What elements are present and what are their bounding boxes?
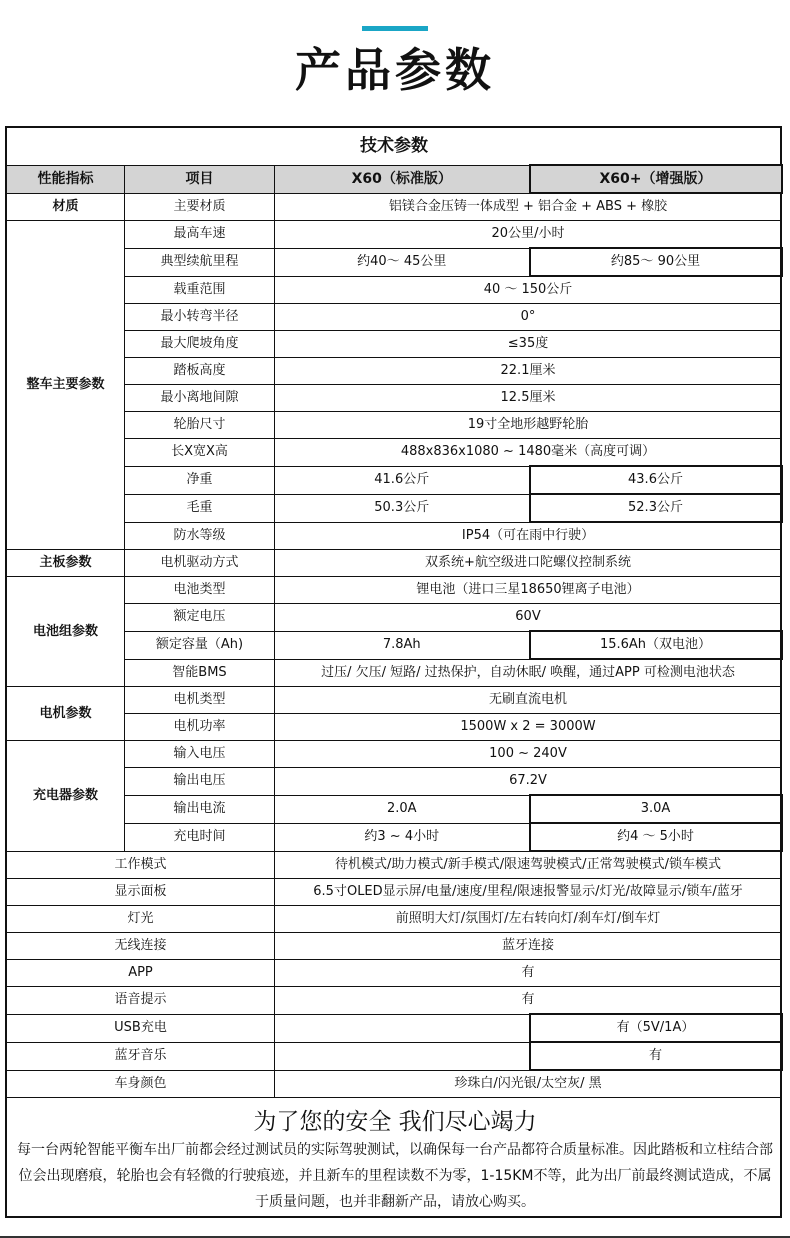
x60-value: 41.6公斤 [275, 466, 530, 494]
general-value: 6.5寸OLED显示屏/电量/速度/里程/限速报警显示/灯光/故障显示/锁车/蓝牙 [275, 879, 782, 906]
category-battery: 电池组参数 [7, 577, 125, 687]
spec-table [6, 128, 783, 1098]
table-row [7, 906, 782, 933]
item-label: 最小离地间隙 [125, 385, 275, 412]
col-header-item: 项目 [125, 165, 275, 193]
item-label: 最小转弯半径 [125, 304, 275, 331]
item-label: 额定电压 [125, 604, 275, 632]
x60-value: 50.3公斤 [275, 494, 530, 522]
x60plus-value: 15.6Ah（双电池） [530, 631, 782, 659]
x60plus-value: 43.6公斤 [530, 466, 782, 494]
x60plus-value: 有（5V/1A） [530, 1014, 782, 1042]
item-label: 轮胎尺寸 [125, 412, 275, 439]
item-value: 40 ～ 150公斤 [275, 276, 782, 304]
item-value: 无刷直流电机 [275, 687, 782, 714]
item-label: 电机功率 [125, 714, 275, 741]
item-label: 典型续航里程 [125, 248, 275, 276]
item-label: 电池类型 [125, 577, 275, 604]
general-label: 显示面板 [7, 879, 275, 906]
table-row [7, 741, 782, 768]
general-label: 车身颜色 [7, 1070, 275, 1098]
x60plus-value: 3.0A [530, 795, 782, 823]
item-value: 铝镁合金压铸一体成型 + 铝合金 + ABS + 橡胶 [275, 193, 782, 221]
item-value: 60V [275, 604, 782, 632]
table-row [7, 577, 782, 604]
page-title: 产品参数 [295, 43, 495, 97]
item-label: 电机驱动方式 [125, 550, 275, 577]
item-label: 电机类型 [125, 687, 275, 714]
x60-value: 约3 ~ 4小时 [275, 823, 530, 851]
general-value: 前照明大灯/氛围灯/左右转向灯/刹车灯/倒车灯 [275, 906, 782, 933]
table-row [7, 221, 782, 249]
category-vehicle: 整车主要参数 [7, 221, 125, 550]
item-value: 100 ~ 240V [275, 741, 782, 768]
x60plus-value: 52.3公斤 [530, 494, 782, 522]
x60-value: 约40～ 45公里 [275, 248, 530, 276]
item-value: 0° [275, 304, 782, 331]
table-row [7, 960, 782, 987]
title-accent-bar [362, 26, 428, 31]
table-row [7, 851, 782, 879]
table-row [7, 1042, 782, 1070]
general-label: 工作模式 [7, 851, 275, 879]
item-label: 长X宽X高 [125, 439, 275, 467]
item-value: 12.5厘米 [275, 385, 782, 412]
table-row [7, 1070, 782, 1098]
general-label: 灯光 [7, 906, 275, 933]
x60plus-value: 约85～ 90公里 [530, 248, 782, 276]
safety-title: 为了您的安全 我们尽心竭力 [253, 1109, 537, 1135]
item-label: 最大爬坡角度 [125, 331, 275, 358]
x60-value: 7.8Ah [275, 631, 530, 659]
table-row [7, 1014, 782, 1042]
item-label: 防水等级 [125, 522, 275, 550]
general-value: 蓝牙连接 [275, 933, 782, 960]
item-label: 输入电压 [125, 741, 275, 768]
x60plus-value: 有 [530, 1042, 782, 1070]
category-material: 材质 [7, 193, 125, 221]
general-value: 待机模式/助力模式/新手模式/限速驾驶模式/正常驾驶模式/锁车模式 [275, 851, 782, 879]
table-row [7, 687, 782, 714]
general-value: 有 [275, 960, 782, 987]
item-value: 20公里/小时 [275, 221, 782, 249]
item-value: IP54（可在雨中行驶） [275, 522, 782, 550]
col-header-indicator: 性能指标 [7, 165, 125, 193]
general-value: 珍珠白/闪光银/太空灰/ 黑 [275, 1070, 782, 1098]
item-label: 输出电流 [125, 795, 275, 823]
general-label: 语音提示 [7, 987, 275, 1015]
safety-body: 每一台两轮智能平衡车出厂前都会经过测试员的实际驾驶测试，以确保每一台产品都符合质量标准。因此踏板和立柱结合部位会出现磨痕，轮胎也会有轻微的行驶痕迹，并且新车的里程读数不为零，1-15KM不等，此为出厂前最终测试造成，不属于质量问题，也并非翻新产品，请放心购买。 [17, 1142, 773, 1210]
item-label: 充电时间 [125, 823, 275, 851]
col-header-x60plus: X60+（增强版） [530, 165, 782, 193]
item-label: 输出电压 [125, 768, 275, 796]
general-label: 无线连接 [7, 933, 275, 960]
table-row [7, 987, 782, 1015]
column-header-row [7, 165, 782, 193]
table-row [7, 193, 782, 221]
table-title-row [7, 128, 782, 165]
item-label: 主要材质 [125, 193, 275, 221]
item-value: 67.2V [275, 768, 782, 796]
item-value: 22.1厘米 [275, 358, 782, 385]
item-value: 1500W x 2 = 3000W [275, 714, 782, 741]
category-charger: 充电器参数 [7, 741, 125, 852]
item-value: 19寸全地形越野轮胎 [275, 412, 782, 439]
item-label: 智能BMS [125, 659, 275, 687]
item-value: 488x836x1080 ~ 1480毫米（高度可调） [275, 439, 782, 467]
x60-value [275, 1042, 530, 1070]
item-value: ≤35度 [275, 331, 782, 358]
table-row [7, 879, 782, 906]
table-row [7, 550, 782, 577]
item-value: 锂电池（进口三星18650锂离子电池） [275, 577, 782, 604]
item-label: 踏板高度 [125, 358, 275, 385]
table-row [7, 933, 782, 960]
col-header-x60: X60（标准版） [275, 165, 530, 193]
x60plus-value: 约4 ～ 5小时 [530, 823, 782, 851]
item-value: 过压/ 欠压/ 短路/ 过热保护，自动休眠/ 唤醒，通过APP 可检测电池状态 [275, 659, 782, 687]
item-label: 毛重 [125, 494, 275, 522]
general-value: 有 [275, 987, 782, 1015]
item-label: 额定容量（Ah) [125, 631, 275, 659]
general-label: 蓝牙音乐 [7, 1042, 275, 1070]
table-title: 技术参数 [7, 128, 782, 165]
item-label: 最高车速 [125, 221, 275, 249]
general-label: USB充电 [7, 1014, 275, 1042]
general-label: APP [7, 960, 275, 987]
x60-value: 2.0A [275, 795, 530, 823]
item-label: 净重 [125, 466, 275, 494]
category-motor: 电机参数 [7, 687, 125, 741]
item-label: 载重范围 [125, 276, 275, 304]
x60-value [275, 1014, 530, 1042]
item-value: 双系统+航空级进口陀螺仪控制系统 [275, 550, 782, 577]
category-mainboard: 主板参数 [7, 550, 125, 577]
